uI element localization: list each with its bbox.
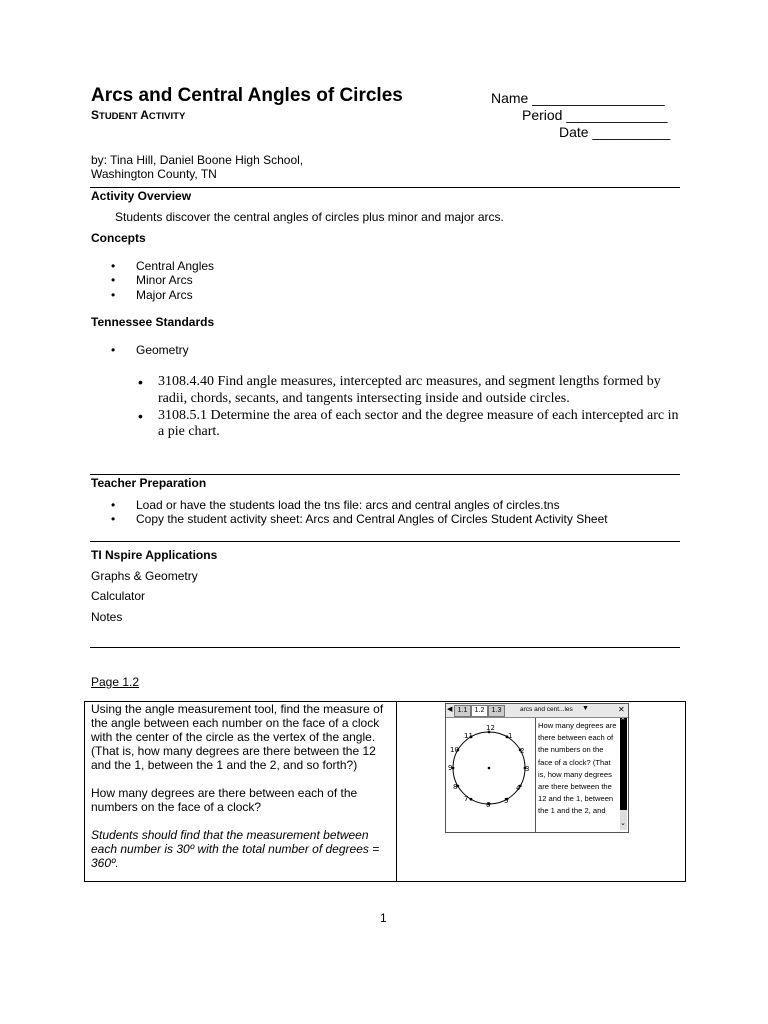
subtitle-s: S	[91, 108, 100, 122]
subtitle-tudent: TUDENT	[99, 111, 141, 122]
teacher-prep-heading: Teacher Preparation	[91, 476, 207, 490]
application-item: Notes	[91, 610, 123, 624]
byline-line2: Washington County, TN	[91, 167, 217, 181]
clock-label-7: 7	[464, 795, 469, 803]
divider	[90, 474, 680, 475]
close-icon[interactable]: ✕	[618, 705, 625, 714]
tab-1-3[interactable]: 1.3	[488, 705, 505, 717]
clock-label-9: 9	[448, 764, 453, 772]
period-field[interactable]: Period _____________	[522, 107, 668, 123]
question-cell	[85, 702, 397, 882]
list-item: • Load or have the students load the tns file: arcs and central angles of circles.tns	[111, 498, 681, 512]
standards-list	[111, 343, 189, 357]
clock-label-1: 1	[508, 732, 513, 740]
clock-figure	[446, 718, 535, 832]
list-item: • Central Angles	[111, 259, 214, 273]
application-item: Graphs & Geometry	[91, 569, 198, 583]
list-item: • 3108.4.40 Find angle measures, intercepted arc measures, and segment lengths formed by radii, chords, secants, and tangents intersecting inside and outside circles.	[135, 374, 683, 407]
standards-sublist	[135, 374, 683, 441]
graph-pane[interactable]	[446, 718, 536, 832]
scrollbar[interactable]	[620, 718, 627, 830]
notes-pane[interactable]: How many degrees are there between each of the numbers on the face of a clock? (That is, how many degrees are there between the 12 and the 1, between the 1 and the 2, and	[538, 721, 617, 816]
divider	[90, 541, 680, 542]
document-title: Arcs and Central Angles of Circles	[91, 85, 403, 106]
clock-label-5: 5	[504, 797, 509, 805]
tab-1-2[interactable]: 1.2	[471, 705, 488, 717]
page-number: 1	[380, 911, 387, 925]
question-1: Using the angle measurement tool, find the measure of the angle between each number on the face of a clock with the center of the circle as the vertex of the angle. (That is, how many degrees are there between the 12 and the 1, between the 1 and the 2, and so forth?)	[91, 702, 384, 772]
clock-labels	[448, 724, 529, 809]
subtitle-a: A	[140, 108, 149, 122]
clock-point-7[interactable]	[470, 798, 473, 801]
overview-heading: Activity Overview	[91, 189, 192, 203]
clock-label-10: 10	[450, 746, 459, 754]
teacher-prep-list	[111, 498, 681, 527]
doc-title: arcs and cent...les	[520, 706, 573, 713]
date-field[interactable]: Date __________	[559, 124, 671, 140]
left-arrow-icon[interactable]: ◀	[447, 706, 453, 713]
dropdown-icon[interactable]: ▼	[582, 705, 589, 712]
application-item: Calculator	[91, 589, 146, 603]
clock-label-4: 4	[516, 784, 521, 792]
standards-heading: Tennessee Standards	[91, 315, 215, 329]
scroll-up-icon[interactable]: ⌃	[620, 718, 626, 725]
overview-text: Students discover the central angles of circles plus minor and major arcs.	[115, 210, 504, 224]
document-subtitle	[91, 108, 185, 122]
byline-line1: by: Tina Hill, Daniel Boone High School,	[91, 153, 304, 167]
list-item: • Copy the student activity sheet: Arcs and Central Angles of Circles Student Activity Sheet	[111, 512, 681, 526]
answer-text: Students should find that the measurement between each number is 30º with the total number of degrees = 360º.	[91, 828, 380, 870]
clock-label-11: 11	[464, 732, 473, 740]
clock-label-2: 2	[520, 747, 525, 755]
center-point	[488, 767, 491, 770]
tab-bar	[446, 704, 628, 718]
clock-label-3: 3	[525, 765, 530, 773]
byline	[91, 153, 303, 181]
page-label: Page 1.2	[91, 675, 140, 689]
list-item: • Geometry	[111, 343, 189, 357]
list-item: • Minor Arcs	[111, 273, 214, 287]
applications-heading: TI Nspire Applications	[91, 548, 218, 562]
clock-label-12: 12	[486, 724, 495, 732]
divider	[90, 187, 680, 188]
name-field[interactable]: Name _________________	[491, 90, 665, 106]
subtitle-ctivity: CTIVITY	[148, 111, 186, 122]
list-item: • 3108.5.1 Determine the area of each sector and the degree measure of each intercepted arc in a pie chart.	[135, 408, 683, 441]
clock-label-6: 6	[486, 801, 491, 809]
scroll-down-icon[interactable]: ⌄	[620, 820, 626, 827]
tab-1-1[interactable]: 1.1	[454, 705, 471, 717]
clock-label-8: 8	[453, 783, 458, 791]
concepts-list	[111, 259, 214, 302]
divider	[90, 647, 680, 648]
list-item: • Major Arcs	[111, 288, 214, 302]
calculator-screenshot	[445, 703, 629, 833]
concepts-heading: Concepts	[91, 231, 146, 245]
scrollbar-thumb[interactable]	[620, 718, 627, 810]
question-2: How many degrees are there between each of the numbers on the face of a clock?	[91, 786, 358, 814]
